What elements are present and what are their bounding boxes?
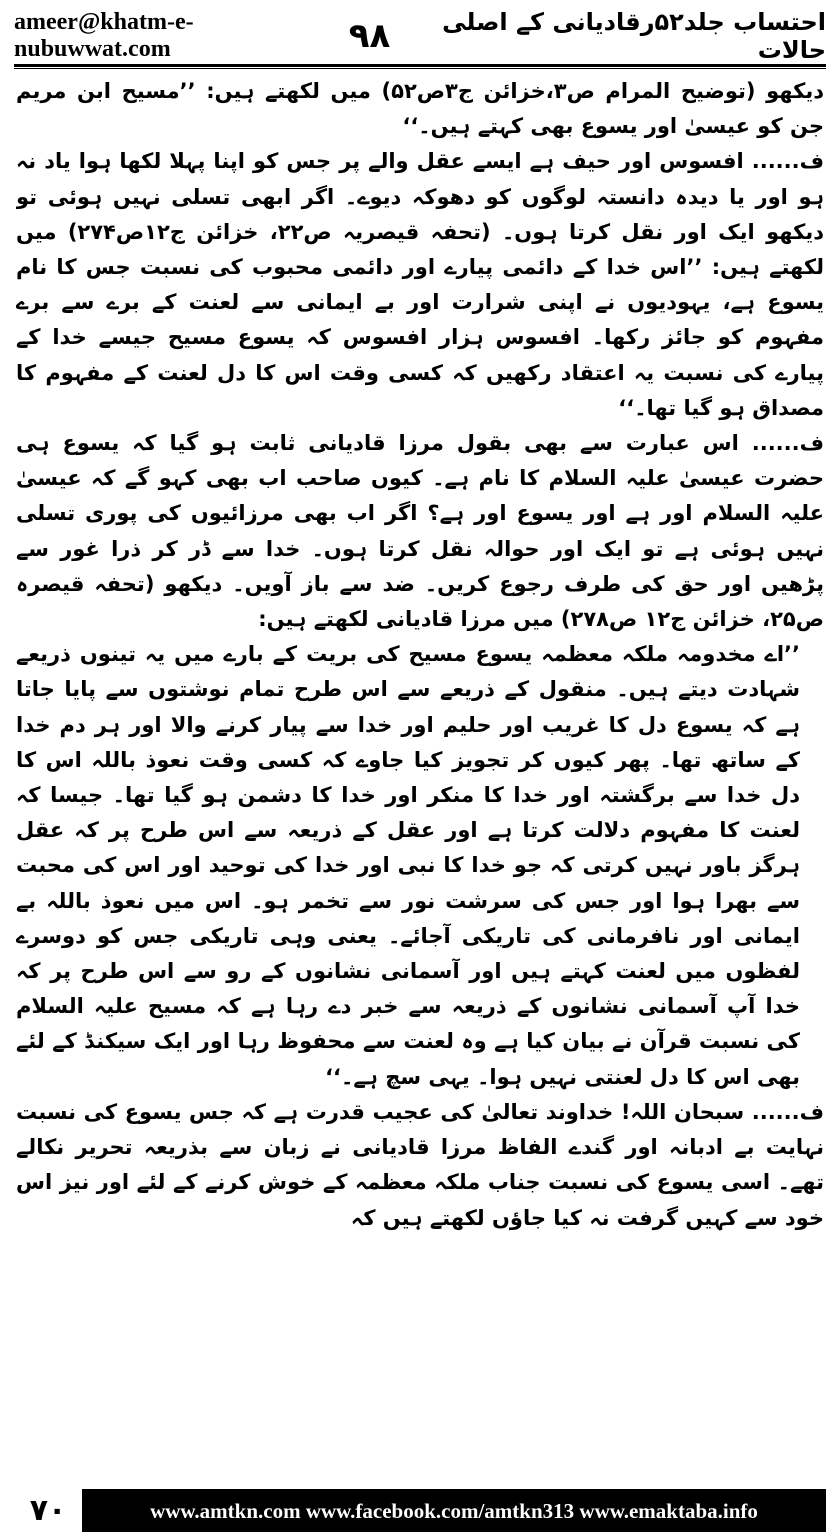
header-divider — [14, 68, 826, 69]
header-email: ameer@khatm-e-nubuwwat.com — [14, 9, 194, 62]
paragraph-3: ف...... اس عبارت سے بھی بقول مرزا قادیانی ثابت ہو گیا کہ یسوع ہی حضرت عیسیٰ علیہ السلام کا نام ہے۔ کیوں صاحب اب بھی کہو گے کہ عیسیٰ علیہ السلام اور ہے اور یسوع اور ہے؟ اگر اب بھی مرزائیوں کی پوری تسلی نہیں ہوئی ہے تو ایک اور حوالہ نقل کرتا ہوں۔ خدا سے ڈر کر ذرا غور سے پڑھیں اور حق کی طرف رجوع کریں۔ ضد سے باز آویں۔ دیکھو (تحفہ قیصرہ ص۲۵، خزائن ج۱۲ ص۲۷۸) میں مرزا قادیانی لکھتے ہیں: — [16, 431, 824, 632]
page-footer — [14, 1488, 826, 1532]
paragraph-1: دیکھو (توضیح المرام ص۳،خزائن ج۳ص۵۲) میں لکھتے ہیں: ’’مسیح ابن مریم جن کو عیسیٰ اور یسوع بھی کہتے ہیں۔‘‘ — [16, 79, 824, 139]
header-page-number: ۹۸ — [348, 16, 391, 56]
header-left-group — [14, 9, 390, 63]
page-header — [14, 8, 826, 67]
footer-links: www.amtkn.com www.facebook.com/amtkn313 www.emaktaba.info — [82, 1489, 826, 1532]
header-title: احتساب جلد۵۲رقادیانی کے اصلی حالات — [442, 8, 826, 64]
paragraph-2: ف...... افسوس اور حیف ہے ایسے عقل والے پر جس کو اپنا پہلا لکھا ہوا یاد نہ ہو اور یا دیدہ دانستہ لوگوں کو دھوکہ دیوے۔ اگر ابھی تسلی نہیں ہوئی تو دیکھو ایک اور نقل کرتا ہوں۔ (تحفہ قیصریہ ص۲۲، خزائن ج۱۲ص۲۷۴) میں لکھتے ہیں: ’’اس خدا کے دائمی پیارے اور دائمی محبوب کی نسبت جس کا نام یسوع ہے، یہودیوں نے اپنی شرارت اور بے ایمانی سے لعنت کے برے سے برے مفہوم کو جائز رکھا۔ افسوس ہزار افسوس کہ یسوع مسیح جیسے خدا کے پیارے کی نسبت یہ اعتقاد رکھیں کہ کسی وقت اس کا دل لعنت کے مفہوم کا مصداق ہو گیا تھا۔‘‘ — [16, 149, 824, 420]
quote-paragraph: ’’اے مخدومہ ملکہ معظمہ یسوع مسیح کی بریت کے بارے میں یہ تینوں ذریعے شہادت دیتے ہیں۔ منقول کے ذریعے سے اس طرح تمام نوشتوں سے پایا جاتا ہے کہ یسوع دل کا غریب اور حلیم اور خدا سے پیار کرنے والا اور ہر دم خدا کے ساتھ تھا۔ پھر کیوں کر تجویز کیا جاوے کہ کسی وقت نعوذ باللہ اس کا دل خدا سے برگشتہ اور خدا کا منکر اور خدا کا دشمن ہو گیا تھا۔ جیسا کہ لعنت کا مفہوم دلالت کرتا ہے اور عقل کے ذریعہ سے اس طرح پر کہ عقل ہرگز باور نہیں کرتی کہ جو خدا کا نبی اور خدا کی توحید اور اس کی محبت سے بھرا ہوا اور جس کی سرشت نور سے تخمر ہو۔ اس میں نعوذ باللہ بے ایمانی اور نافرمانی کی تاریکی آجائے۔ یعنی وہی تاریکی جس کو دوسرے لفظوں میں لعنت کہتے ہیں اور آسمانی نشانوں کے رو سے اس طرح پر کہ خدا آپ آسمانی نشانوں کے ذریعہ سے خبر دے رہا ہے کہ مسیح علیہ السلام کی نسبت قرآن نے بیان کیا ہے وہ لعنت سے محفوظ رہا اور ایک سیکنڈ کے لئے بھی اس کا دل لعنتی نہیں ہوا۔ یہی سچ ہے۔‘‘ — [16, 642, 801, 1089]
page-body — [16, 74, 824, 1458]
footer-page-number: ۷۰ — [29, 1492, 67, 1528]
paragraph-5: ف...... سبحان اللہ! خداوند تعالیٰ کی عجیب قدرت ہے کہ جس یسوع کی نسبت نہایت بے ادبانہ اور گندے الفاظ مرزا قادیانی نے زبان سے بذریعہ تحریر نکالے تھے۔ اسی یسوع کی نسبت جناب ملکہ معظمہ کے خوش کرنے کے لئے اور نیز اس خود سے کہیں گرفت نہ کیا جاؤں لکھتے ہیں کہ — [16, 1099, 824, 1230]
